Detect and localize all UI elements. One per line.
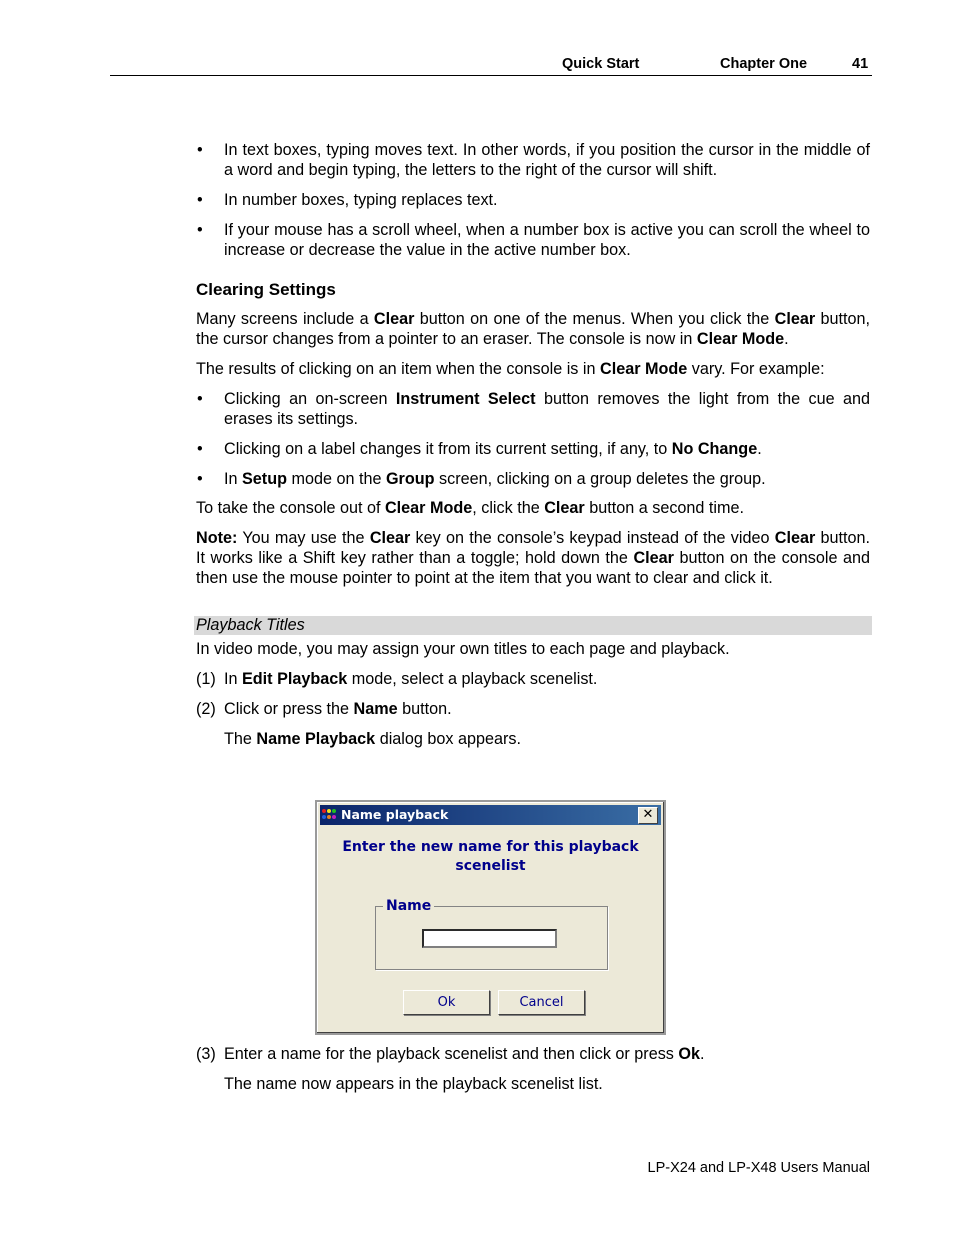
subsection-title-band: Playback Titles: [194, 616, 872, 635]
name-playback-dialog: [315, 800, 666, 1035]
dialog-titlebar[interactable]: [320, 805, 661, 825]
list-item: • Clicking on a label changes it from its current setting, if any, to No Change.: [197, 440, 762, 458]
list-item: • In text boxes, typing moves text. In other words, if you position the cursor in the middle of a word and begin typing, the letters to the right of the cursor will shift.: [197, 141, 870, 179]
paragraph: In video mode, you may assign your own titles to each page and playback.: [196, 640, 730, 658]
section-heading: Clearing Settings: [196, 280, 336, 299]
page-content: [196, 140, 870, 759]
paragraph: The name now appears in the playback scenelist list.: [224, 1075, 603, 1093]
dialog-message: Enter the new name for this playback scenelist: [342, 839, 639, 874]
page-header: [110, 55, 872, 76]
header-section: Quick Start: [562, 56, 640, 72]
list-item: • Clicking an on-screen Instrument Select button removes the light from the cue and erases its settings.: [197, 390, 870, 428]
close-icon[interactable]: ✕: [638, 807, 658, 824]
numbered-step: (1) In Edit Playback mode, select a playback scenelist.: [196, 670, 598, 688]
name-groupbox: [375, 898, 608, 970]
header-page-number: 41: [852, 56, 869, 72]
numbered-step: (3) Enter a name for the playback scenelist and then click or press Ok.: [196, 1045, 705, 1063]
ok-button[interactable]: Ok: [403, 990, 490, 1015]
page-content-lower: [196, 1044, 870, 1104]
name-input[interactable]: [422, 929, 557, 948]
paragraph: To take the console out of Clear Mode, click the Clear button a second time.: [196, 499, 744, 517]
page-footer: LP-X24 and LP-X48 Users Manual: [647, 1160, 870, 1176]
list-item: • In number boxes, typing replaces text.: [197, 191, 498, 209]
list-item: • If your mouse has a scroll wheel, when a number box is active you can scroll the wheel to increase or decrease the value in the active number box.: [197, 221, 870, 259]
dialog-title: Name playback: [341, 807, 449, 822]
note-paragraph: Note: You may use the Clear key on the console’s keypad instead of the video Clear button. It works like a Shift key rather than a toggle; hold down the Clear button on the console and then use the mouse pointer to point at the item that you want to clear and click it.: [196, 529, 871, 587]
paragraph: The Name Playback dialog box appears.: [224, 730, 521, 748]
cancel-button[interactable]: Cancel: [498, 990, 585, 1015]
paragraph: Many screens include a Clear button on one of the menus. When you click the Clear button, the cursor changes from a pointer to an eraser. The console is now in Clear Mode.: [196, 310, 870, 348]
paragraph: The results of clicking on an item when the console is in Clear Mode vary. For example:: [196, 360, 825, 378]
list-item: • In Setup mode on the Group screen, clicking on a group deletes the group.: [197, 470, 766, 488]
numbered-step: (2) Click or press the Name button.: [196, 700, 452, 718]
name-group-label: Name: [383, 897, 434, 915]
header-chapter: Chapter One: [720, 56, 808, 72]
app-icon: [322, 808, 338, 822]
